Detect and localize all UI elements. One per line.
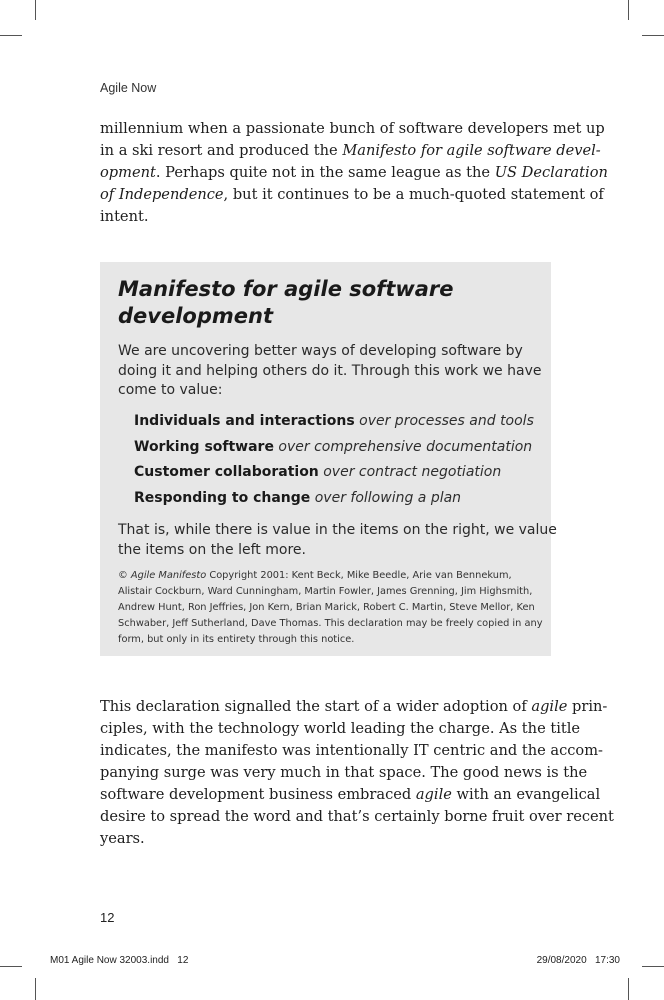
value-over: over contract negotiation [323, 464, 502, 480]
value-strong: Customer collaboration [134, 464, 319, 480]
value-strong: Working software [134, 438, 274, 455]
outro-line: That is, while there is value in the items on the right, we value [118, 522, 557, 538]
text-run: Alistair Cockburn, Ward Cunningham, Martin Fowler, James Grenning, Jim Highsmith, [118, 586, 533, 597]
crop-mark-bottom-left [35, 978, 36, 1000]
crop-mark-top-right-h [642, 35, 664, 36]
text-line [100, 206, 552, 228]
slug-file-info: M01 Agile Now 32003.indd 12 [50, 955, 189, 966]
italic-run: agile [415, 786, 452, 803]
crop-mark-top-left-h [0, 35, 22, 36]
manifesto-box [100, 262, 557, 656]
text-run: with an evangelical [451, 786, 601, 803]
outro-line: the items on the left more. [118, 542, 306, 558]
italic-run: US Declaration [494, 164, 608, 181]
running-head: Agile Now [100, 81, 157, 95]
text-run: panying surge was very much in that space. The good news is the [100, 764, 588, 781]
text-line [100, 784, 601, 806]
slug-date-time: 29/08/2020 17:30 [536, 955, 620, 966]
text-run: millennium when a passionate bunch of software developers met up [100, 120, 605, 137]
italic-run: opment [100, 164, 156, 181]
value-over: over comprehensive documentation [278, 438, 533, 455]
italic-run: © Agile Manifesto [118, 570, 207, 581]
text-run: form, but only in its entirety through this notice. [118, 634, 355, 645]
text-run: Schwaber, Jeff Sutherland, Dave Thomas. This declaration may be freely copied in any [118, 618, 543, 629]
italic-run: of Independence [100, 186, 224, 203]
crop-mark-bottom-right [628, 978, 629, 1000]
value-over: over following a plan [314, 489, 462, 506]
text-line [100, 118, 605, 140]
text-line [100, 762, 588, 784]
italic-run: Manifesto for agile software devel- [342, 142, 601, 159]
text-run: Andrew Hunt, Ron Jeffries, Jon Kern, Brian Marick, Robert C. Martin, Steve Mellor, Ken [118, 602, 535, 613]
intro-line: doing it and helping others do it. Through this work we have [118, 362, 542, 379]
text-run: years. [100, 830, 145, 847]
text-run: prin- [567, 698, 608, 715]
text-run: This declaration signalled the start of a wider adoption of [100, 698, 532, 715]
text-run: , but it continues to be a much-quoted statement of [223, 186, 604, 203]
value-item [134, 489, 534, 515]
copyright-notice [118, 568, 543, 648]
italic-run: agile [531, 698, 568, 715]
value-item [134, 412, 534, 438]
crop-mark-top-right [628, 0, 629, 20]
text-line [118, 600, 543, 616]
value-item [134, 438, 534, 464]
intro-line: come to value: [118, 382, 223, 398]
value-strong: Responding to change [134, 489, 311, 506]
manifesto-values-list [134, 412, 534, 514]
text-line [100, 140, 601, 162]
text-run: Copyright 2001: Kent Beck, Mike Beedle, Arie van Bennekum, [206, 570, 512, 581]
text-run: intent. [100, 208, 149, 225]
text-run: software development business embraced [100, 786, 416, 803]
text-line [118, 632, 543, 648]
manifesto-intro [118, 342, 541, 401]
manifesto-box-title [118, 276, 454, 330]
text-line [100, 696, 608, 718]
value-over: over processes and tools [359, 413, 534, 429]
text-run: . Perhaps quite not in the same league as the [155, 164, 495, 181]
title-line: development [118, 304, 273, 328]
text-line [100, 162, 608, 184]
text-line [100, 806, 614, 828]
text-run: indicates, the manifesto was intentionally IT centric and the accom- [100, 742, 603, 759]
title-line: Manifesto for agile software [118, 277, 454, 301]
body-paragraph-declaration [100, 696, 614, 850]
text-line [100, 740, 603, 762]
value-strong: Individuals and interactions [134, 413, 355, 429]
intro-line: We are uncovering better ways of developing software by [118, 343, 523, 359]
page-number: 12 [100, 910, 115, 925]
value-item [134, 463, 534, 489]
crop-mark-bottom-right-h [642, 966, 664, 967]
text-line [118, 584, 543, 600]
text-run: desire to spread the word and that’s certainly borne fruit over recent [100, 808, 614, 825]
text-run: ciples, with the technology world leading the charge. As the title [100, 720, 581, 737]
text-line [118, 568, 543, 584]
crop-mark-bottom-left-h [0, 966, 22, 967]
text-line [100, 718, 581, 740]
text-line [100, 828, 552, 850]
crop-mark-top-left [35, 0, 36, 20]
body-paragraph-intro [100, 118, 608, 228]
text-run: in a ski resort and produced the [100, 142, 343, 159]
text-line [100, 184, 604, 206]
manifesto-outro [118, 520, 557, 560]
text-line [118, 616, 543, 632]
